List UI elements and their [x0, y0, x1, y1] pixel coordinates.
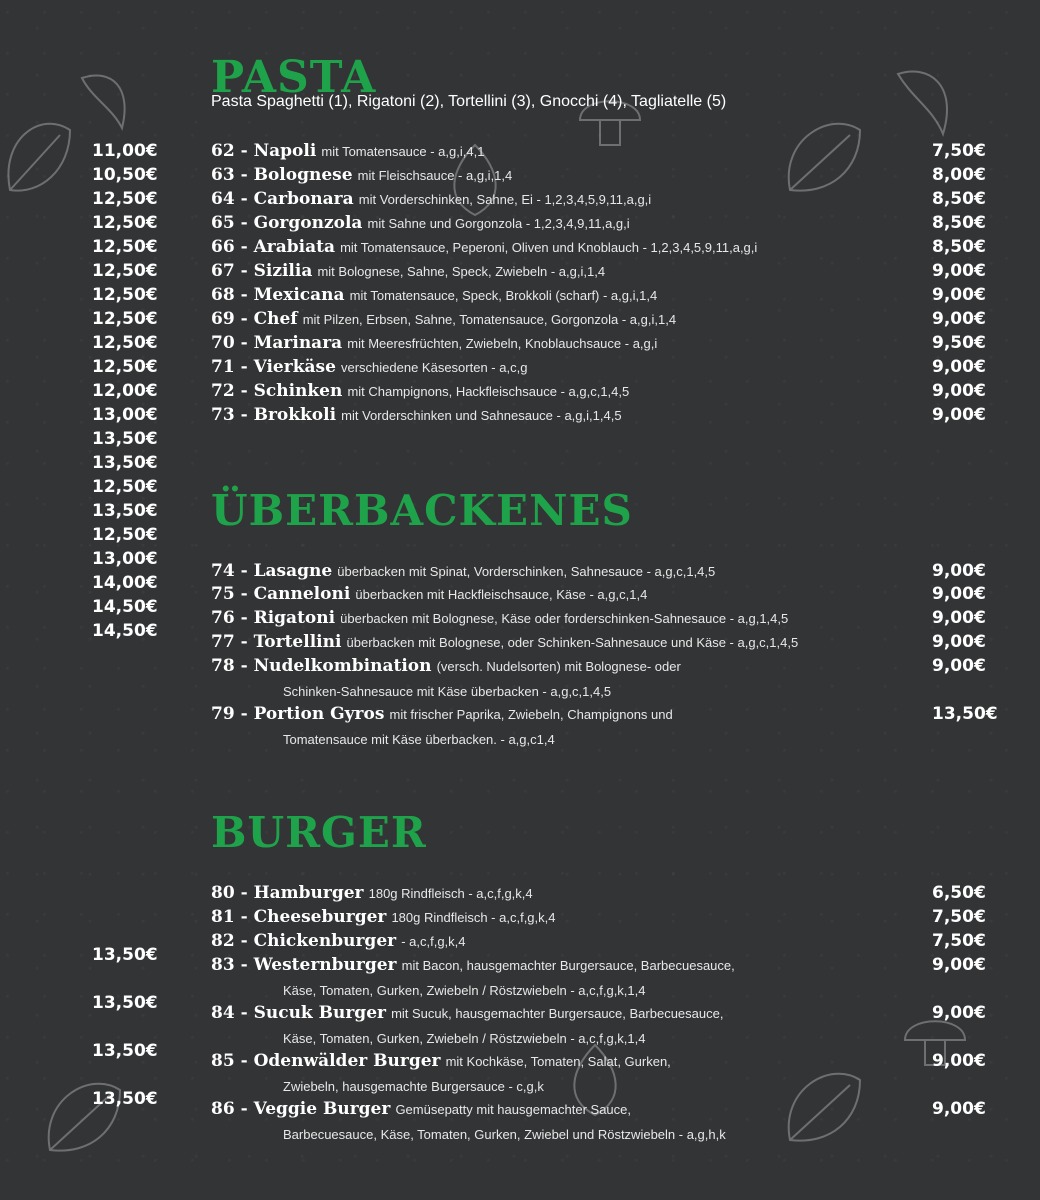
item-number: 69: [211, 309, 235, 329]
menu-item: 81 - Cheeseburger 180g Rindfleisch - a,c,f,g,k,4: [211, 907, 556, 927]
left-price: 13,00€: [92, 549, 158, 569]
item-description: mit frischer Paprika, Zwiebeln, Champignons und: [389, 707, 673, 722]
menu-item: 79 - Portion Gyros mit frischer Paprika, Zwiebeln, Champignons und: [211, 704, 673, 724]
item-description: mit Sucuk, hausgemachter Burgersauce, Barbecuesauce,: [391, 1006, 724, 1021]
item-name: Hamburger: [253, 883, 364, 903]
item-price: 9,00€: [932, 656, 986, 676]
left-price: 11,00€: [92, 141, 158, 161]
item-description: mit Pilzen, Erbsen, Sahne, Tomatensauce, Gorgonzola - a,g,i,1,4: [302, 312, 677, 327]
left-price: 12,00€: [92, 381, 158, 401]
item-name: Sizilia: [253, 261, 313, 281]
left-price: 12,50€: [92, 357, 158, 377]
item-price: 9,00€: [932, 261, 986, 281]
menu-item: 71 - Vierkäse verschiedene Käsesorten - a,c,g: [211, 357, 528, 377]
left-price: 12,50€: [92, 333, 158, 353]
menu-item: 83 - Westernburger mit Bacon, hausgemachter Burgersauce, Barbecuesauce,: [211, 955, 735, 975]
item-number: 64: [211, 189, 235, 209]
menu-item: 80 - Hamburger 180g Rindfleisch - a,c,f,g,k,4: [211, 883, 533, 903]
item-description: mit Vorderschinken, Sahne, Ei - 1,2,3,4,5,9,11,a,g,i: [358, 192, 652, 207]
item-description-continued: Schinken-Sahnesauce mit Käse überbacken - a,g,c,1,4,5: [283, 684, 612, 699]
item-number: 81: [211, 907, 235, 927]
item-number: 78: [211, 656, 235, 676]
menu-item: 74 - Lasagne überbacken mit Spinat, Vorderschinken, Sahnesauce - a,g,c,1,4,5: [211, 561, 716, 581]
item-number: 72: [211, 381, 235, 401]
item-price: 9,00€: [932, 561, 986, 581]
item-number: 68: [211, 285, 235, 305]
menu-item: 63 - Bolognese mit Fleischsauce - a,g,i,1,4: [211, 165, 513, 185]
menu-item: 62 - Napoli mit Tomatensauce - a,g,i,4,1: [211, 141, 485, 161]
menu-item: 86 - Veggie Burger Gemüsepatty mit hausgemachter Sauce,: [211, 1099, 631, 1119]
item-description-continued: Tomatensauce mit Käse überbacken. - a,g,c1,4: [283, 732, 555, 747]
item-price: 9,00€: [932, 1099, 986, 1119]
item-price: 6,50€: [932, 883, 986, 903]
item-number: 84: [211, 1003, 235, 1023]
item-number: 80: [211, 883, 235, 903]
menu-item: 84 - Sucuk Burger mit Sucuk, hausgemachter Burgersauce, Barbecuesauce,: [211, 1003, 724, 1023]
item-price: 9,00€: [932, 357, 986, 377]
item-description: überbacken mit Spinat, Vorderschinken, Sahnesauce - a,g,c,1,4,5: [337, 564, 716, 579]
item-description: mit Champignons, Hackfleischsauce - a,g,c,1,4,5: [347, 384, 630, 399]
item-name: Cheeseburger: [253, 907, 387, 927]
item-description: mit Bolognese, Sahne, Speck, Zwiebeln - a,g,i,1,4: [317, 264, 606, 279]
item-name: Canneloni: [253, 584, 351, 604]
item-price: 9,00€: [932, 381, 986, 401]
item-name: Chickenburger: [253, 931, 397, 951]
item-number: 82: [211, 931, 235, 951]
item-price: 9,00€: [932, 955, 986, 975]
item-description: (versch. Nudelsorten) mit Bolognese- oder: [436, 659, 681, 674]
left-price: 13,00€: [92, 405, 158, 425]
left-price: 13,50€: [92, 501, 158, 521]
left-price: 12,50€: [92, 261, 158, 281]
item-description: - a,c,f,g,k,4: [401, 934, 466, 949]
left-price: 14,00€: [92, 573, 158, 593]
item-name: Portion Gyros: [253, 704, 385, 724]
menu-item: 66 - Arabiata mit Tomatensauce, Peperoni, Oliven und Knoblauch - 1,2,3,4,5,9,11,a,g,i: [211, 237, 758, 257]
item-price: 9,00€: [932, 608, 986, 628]
spinach-leaf-icon: [780, 1060, 870, 1150]
item-description: überbacken mit Hackfleischsauce, Käse - a,g,c,1,4: [355, 587, 648, 602]
left-price: 12,50€: [92, 285, 158, 305]
item-price: 9,00€: [932, 405, 986, 425]
chili-pepper-icon: [888, 64, 968, 144]
left-price: 13,50€: [92, 993, 158, 1013]
item-name: Lasagne: [253, 561, 333, 581]
item-description: überbacken mit Bolognese, oder Schinken-Sahnesauce und Käse - a,g,c,1,4,5: [346, 635, 799, 650]
menu-item: 70 - Marinara mit Meeresfrüchten, Zwiebeln, Knoblauchsauce - a,g,i: [211, 333, 658, 353]
item-price: 8,50€: [932, 189, 986, 209]
chili-pepper-icon: [72, 68, 142, 138]
item-description: mit Bacon, hausgemachter Burgersauce, Barbecuesauce,: [401, 958, 735, 973]
item-description: mit Vorderschinken und Sahnesauce - a,g,i,1,4,5: [341, 408, 622, 423]
left-price: 13,50€: [92, 429, 158, 449]
item-number: 70: [211, 333, 235, 353]
menu-item: 69 - Chef mit Pilzen, Erbsen, Sahne, Tomatensauce, Gorgonzola - a,g,i,1,4: [211, 309, 677, 329]
item-description: mit Tomatensauce - a,g,i,4,1: [321, 144, 485, 159]
item-name: Schinken: [253, 381, 343, 401]
spinach-leaf-icon: [0, 110, 80, 200]
item-description: verschiedene Käsesorten - a,c,g: [340, 360, 528, 375]
item-price: 9,00€: [932, 1003, 986, 1023]
menu-item: 73 - Brokkoli mit Vorderschinken und Sahnesauce - a,g,i,1,4,5: [211, 405, 622, 425]
item-name: Mexicana: [253, 285, 345, 305]
item-description: 180g Rindfleisch - a,c,f,g,k,4: [391, 910, 556, 925]
item-description-continued: Zwiebeln, hausgemachte Burgersauce - c,g,k: [283, 1079, 544, 1094]
left-price: 12,50€: [92, 309, 158, 329]
item-number: 75: [211, 584, 235, 604]
item-price: 9,00€: [932, 285, 986, 305]
menu-item: 67 - Sizilia mit Bolognese, Sahne, Speck, Zwiebeln - a,g,i,1,4: [211, 261, 606, 281]
item-description-continued: Käse, Tomaten, Gurken, Zwiebeln / Röstzwiebeln - a,c,f,g,k,1,4: [283, 1031, 646, 1046]
item-number: 73: [211, 405, 235, 425]
item-number: 65: [211, 213, 235, 233]
item-name: Sucuk Burger: [253, 1003, 386, 1023]
menu-item: 72 - Schinken mit Champignons, Hackfleischsauce - a,g,c,1,4,5: [211, 381, 630, 401]
menu-item: 76 - Rigatoni überbacken mit Bolognese, Käse oder forderschinken-Sahnesauce - a,g,1,4,5: [211, 608, 789, 628]
item-number: 74: [211, 561, 235, 581]
item-name: Odenwälder Burger: [253, 1051, 441, 1071]
menu-item: 75 - Canneloni überbacken mit Hackfleischsauce, Käse - a,g,c,1,4: [211, 584, 648, 604]
item-name: Rigatoni: [253, 608, 336, 628]
menu-item: 85 - Odenwälder Burger mit Kochkäse, Tomaten, Salat, Gurken,: [211, 1051, 671, 1071]
item-number: 62: [211, 141, 235, 161]
spinach-leaf-icon: [780, 110, 870, 200]
left-price: 14,50€: [92, 597, 158, 617]
item-price: 7,50€: [932, 931, 986, 951]
item-price: 8,00€: [932, 165, 986, 185]
item-price: 7,50€: [932, 141, 986, 161]
item-name: Brokkoli: [253, 405, 337, 425]
menu-item: 78 - Nudelkombination (versch. Nudelsorten) mit Bolognese- oder: [211, 656, 681, 676]
left-price: 12,50€: [92, 237, 158, 257]
item-price: 8,50€: [932, 237, 986, 257]
item-description: mit Tomatensauce, Peperoni, Oliven und Knoblauch - 1,2,3,4,5,9,11,a,g,i: [340, 240, 758, 255]
item-price: 8,50€: [932, 213, 986, 233]
item-name: Arabiata: [253, 237, 335, 257]
menu-item: 65 - Gorgonzola mit Sahne und Gorgonzola - 1,2,3,4,9,11,a,g,i: [211, 213, 630, 233]
left-price: 14,50€: [92, 621, 158, 641]
left-price: 12,50€: [92, 189, 158, 209]
item-description: Gemüsepatty mit hausgemachter Sauce,: [395, 1102, 631, 1117]
item-description: mit Meeresfrüchten, Zwiebeln, Knoblauchsauce - a,g,i: [347, 336, 658, 351]
menu-item: 64 - Carbonara mit Vorderschinken, Sahne, Ei - 1,2,3,4,5,9,11,a,g,i: [211, 189, 652, 209]
item-name: Gorgonzola: [253, 213, 363, 233]
menu-item: 68 - Mexicana mit Tomatensauce, Speck, Brokkoli (scharf) - a,g,i,1,4: [211, 285, 658, 305]
item-price: 13,50€: [932, 704, 998, 724]
item-description: mit Tomatensauce, Speck, Brokkoli (scharf) - a,g,i,1,4: [349, 288, 658, 303]
item-name: Veggie Burger: [253, 1099, 391, 1119]
left-price: 13,50€: [92, 453, 158, 473]
spinach-leaf-icon: [40, 1070, 130, 1160]
left-price: 10,50€: [92, 165, 158, 185]
item-number: 67: [211, 261, 235, 281]
left-price: 12,50€: [92, 477, 158, 497]
item-description: mit Fleischsauce - a,g,i,1,4: [357, 168, 513, 183]
menu-item: 77 - Tortellini überbacken mit Bolognese, oder Schinken-Sahnesauce und Käse - a,g,c,1,4,5: [211, 632, 799, 652]
item-name: Westernburger: [253, 955, 397, 975]
item-description: mit Sahne und Gorgonzola - 1,2,3,4,9,11,a,g,i: [367, 216, 630, 231]
item-name: Bolognese: [253, 165, 353, 185]
item-name: Napoli: [253, 141, 317, 161]
item-description: mit Kochkäse, Tomaten, Salat, Gurken,: [445, 1054, 671, 1069]
item-number: 86: [211, 1099, 235, 1119]
item-number: 63: [211, 165, 235, 185]
item-name: Carbonara: [253, 189, 354, 209]
item-name: Marinara: [253, 333, 343, 353]
item-price: 9,50€: [932, 333, 986, 353]
item-price: 9,00€: [932, 309, 986, 329]
left-price: 13,50€: [92, 1089, 158, 1109]
item-name: Vierkäse: [253, 357, 336, 377]
item-price: 7,50€: [932, 907, 986, 927]
item-number: 71: [211, 357, 235, 377]
section-title-pasta: PASTA: [211, 52, 377, 103]
item-price: 9,00€: [932, 632, 986, 652]
item-description-continued: Käse, Tomaten, Gurken, Zwiebeln / Röstzwiebeln - a,c,f,g,k,1,4: [283, 983, 646, 998]
item-number: 76: [211, 608, 235, 628]
item-number: 79: [211, 704, 235, 724]
section-title-ueberbackenes: ÜBERBACKENES: [211, 486, 633, 535]
item-name: Chef: [253, 309, 298, 329]
section-title-burger: BURGER: [211, 808, 427, 857]
left-price: 12,50€: [92, 525, 158, 545]
item-number: 83: [211, 955, 235, 975]
pasta-subtitle: Pasta Spaghetti (1), Rigatoni (2), Tortellini (3), Gnocchi (4), Tagliatelle (5): [211, 93, 727, 110]
item-price: 9,00€: [932, 1051, 986, 1071]
left-price: 12,50€: [92, 213, 158, 233]
item-name: Nudelkombination: [253, 656, 432, 676]
item-name: Tortellini: [253, 632, 342, 652]
item-description: 180g Rindfleisch - a,c,f,g,k,4: [368, 886, 533, 901]
menu-item: 82 - Chickenburger - a,c,f,g,k,4: [211, 931, 466, 951]
item-price: 9,00€: [932, 584, 986, 604]
item-description-continued: Barbecuesauce, Käse, Tomaten, Gurken, Zwiebel und Röstzwiebeln - a,g,h,k: [283, 1127, 726, 1142]
left-price: 13,50€: [92, 1041, 158, 1061]
left-price: 13,50€: [92, 945, 158, 965]
item-number: 77: [211, 632, 235, 652]
item-description: überbacken mit Bolognese, Käse oder forderschinken-Sahnesauce - a,g,1,4,5: [340, 611, 789, 626]
item-number: 85: [211, 1051, 235, 1071]
item-number: 66: [211, 237, 235, 257]
